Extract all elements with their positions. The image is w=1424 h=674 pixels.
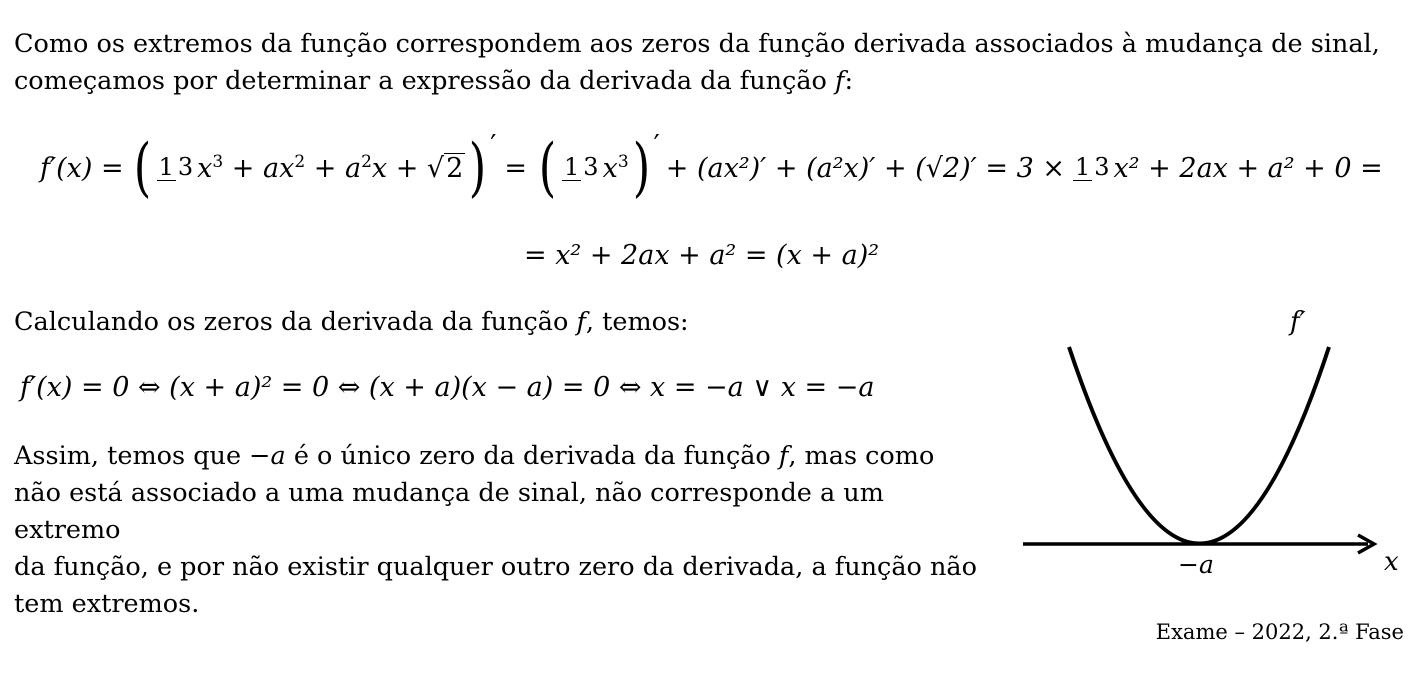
calc-var-f: f bbox=[576, 307, 586, 337]
calc-post: , temos: bbox=[585, 307, 689, 337]
conclusion-var-a: −a bbox=[249, 441, 286, 471]
source-citation: Exame – 2022, 2.ª Fase bbox=[1155, 620, 1404, 644]
eq1-equals: = bbox=[504, 152, 528, 184]
eq1-rest: + (ax²)′ + (a²x)′ + (√2)′ = 3 × bbox=[665, 152, 1065, 184]
eq1-fraction-2: 1 3 bbox=[564, 152, 599, 181]
intro-colon: : bbox=[844, 66, 854, 96]
eq1-a2x: + $a^2x$ + bbox=[305, 151, 427, 184]
curve-label: f′ bbox=[1290, 307, 1306, 337]
conclusion-pre: Assim, temos que bbox=[14, 441, 250, 471]
eq1-x3: $x^3$ bbox=[197, 151, 224, 184]
conclusion-line-3: da função, e por não existir qualquer outro zero da derivada, a função não bbox=[14, 552, 977, 582]
conclusion-mid: é o único zero da derivada da função bbox=[285, 441, 779, 471]
eq1-tail: x² + 2ax + a² + 0 = bbox=[1113, 152, 1383, 184]
eq1-close-paren-2: ) bbox=[632, 131, 650, 205]
eq1-lhs: f′(x) = bbox=[40, 152, 124, 184]
eq2-text: = x² + 2ax + a² = (x + a)² bbox=[524, 240, 880, 271]
calc-pre: Calculando os zeros da derivada da função bbox=[14, 307, 577, 337]
conclusion-line1-post: , mas como bbox=[788, 441, 935, 471]
eq1-open-paren: ( bbox=[133, 131, 151, 205]
eq1-prime-2: ′ bbox=[653, 130, 660, 161]
eq1-frac-num: 1 bbox=[158, 152, 174, 181]
axis-label-x: x bbox=[1384, 547, 1399, 577]
intro-line-2: começamos por determinar a expressão da derivada da função bbox=[14, 66, 835, 96]
eq1-frac-den: 3 bbox=[177, 152, 194, 181]
eq1-x3-2: $x^3$ bbox=[602, 151, 629, 184]
intro-var-f: f bbox=[835, 66, 845, 96]
conclusion-var-f: f bbox=[778, 441, 789, 471]
eq1-ax2: + $ax^2$ bbox=[223, 151, 306, 184]
eq1-close-paren: ) bbox=[469, 131, 487, 205]
eq3-text: f′(x) = 0 ⇔ (x + a)² = 0 ⇔ (x + a)(x − a) = 0 ⇔ x = −a ∨ x = −a bbox=[20, 372, 875, 403]
conclusion-line-2: não está associado a uma mudança de sinal, não corresponde a um extremo bbox=[14, 478, 884, 545]
zero-label: −a bbox=[1178, 550, 1214, 579]
eq1-open-paren-2: ( bbox=[538, 131, 557, 205]
conclusion-line-4: tem extremos. bbox=[14, 589, 200, 619]
intro-line-1: Como os extremos da função correspondem aos zeros da função derivada associados à mudança de sinal, bbox=[14, 29, 1380, 59]
eq1-sqrt: √2 bbox=[426, 152, 464, 184]
eq1-fraction-3: 1 3 bbox=[1074, 152, 1110, 181]
eq1-prime: ′ bbox=[490, 130, 497, 161]
parabola-curve bbox=[1069, 347, 1329, 544]
